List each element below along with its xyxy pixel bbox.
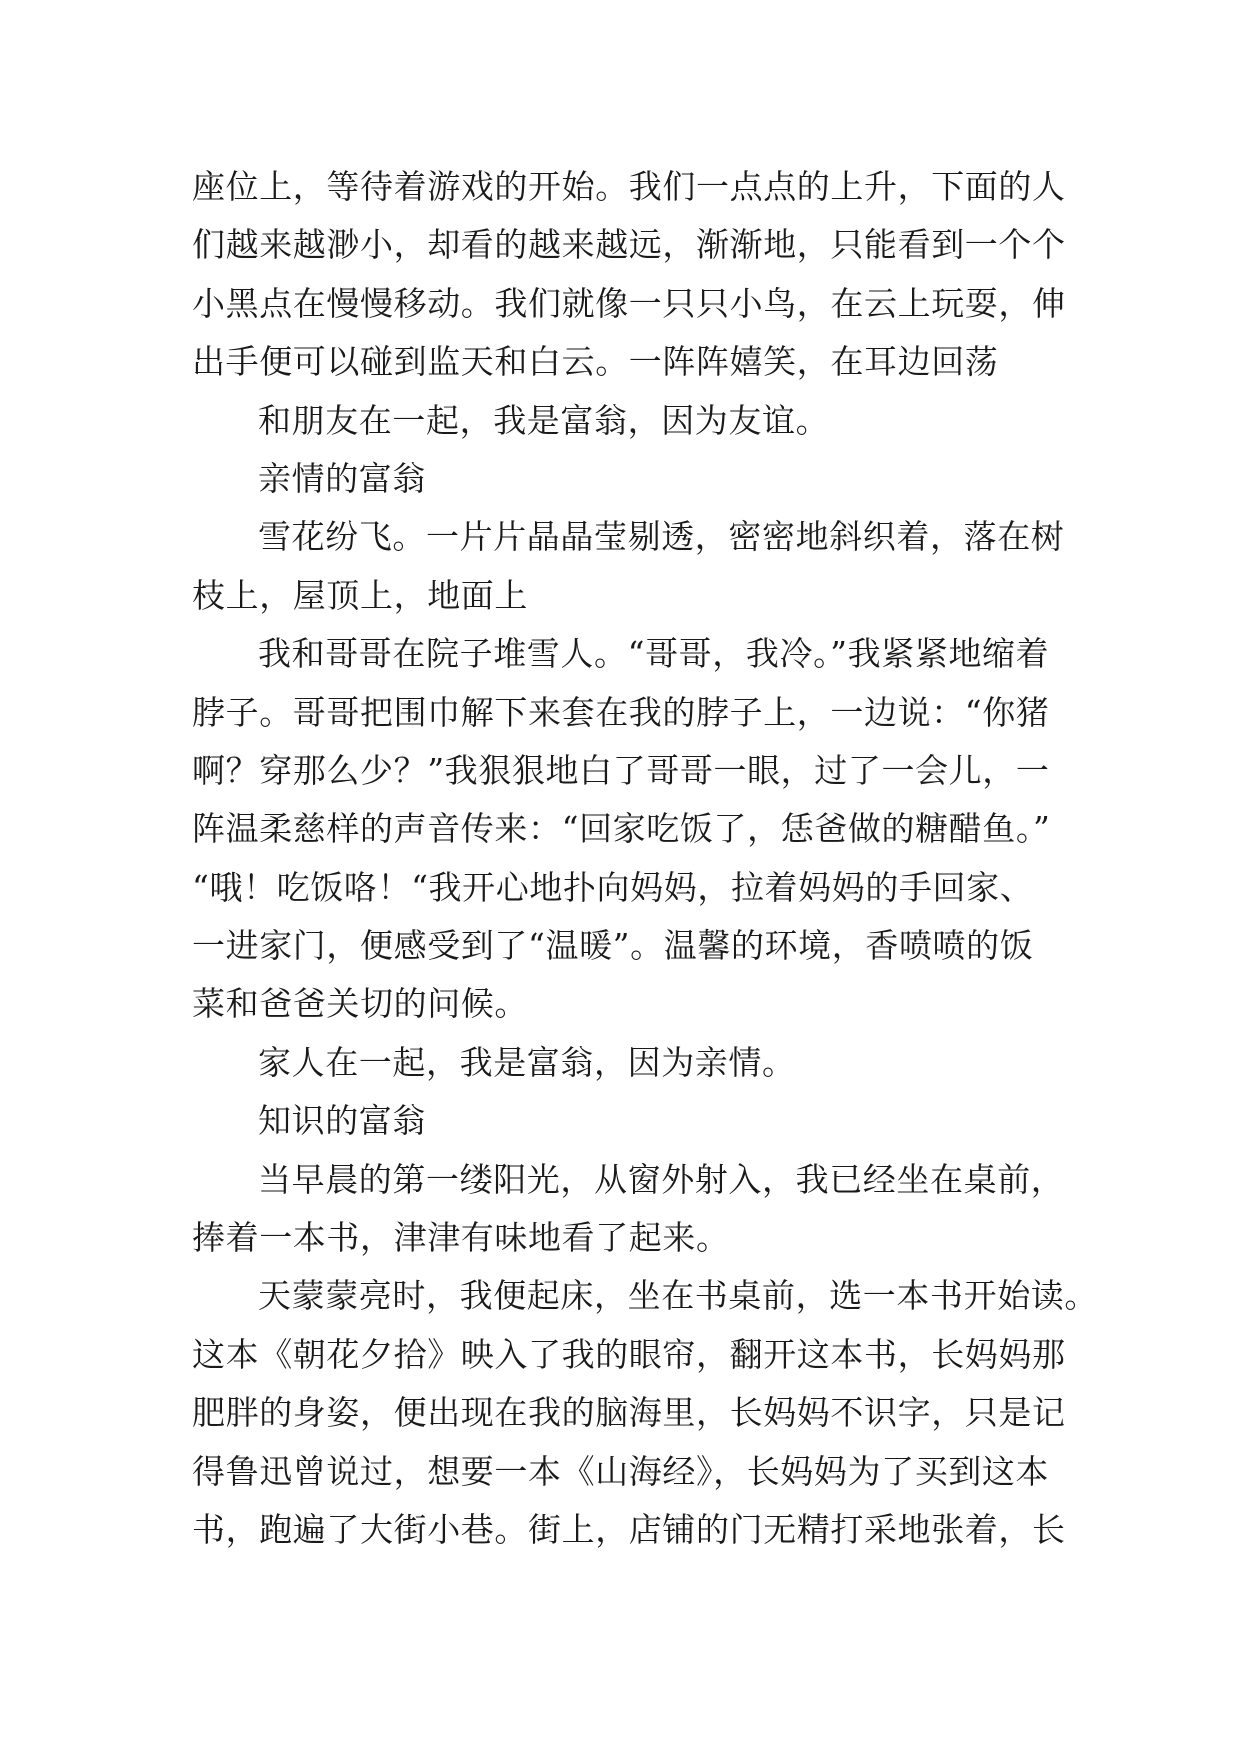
text-line: 们越来越渺小，却看的越来越远，渐渐地，只能看到一个个 bbox=[192, 225, 1066, 265]
text-line: 和朋友在一起，我是富翁，因为友谊。 bbox=[258, 400, 830, 440]
text-line: 脖子。哥哥把围巾解下来套在我的脖子上，一边说：“你猪 bbox=[192, 692, 1050, 732]
text-line: 亲情的富翁 bbox=[258, 458, 426, 498]
text-line: “哦！吃饭咯！“我开心地扑向妈妈，拉着妈妈的手回家、 bbox=[192, 867, 1034, 907]
text-line: 座位上，等待着游戏的开始。我们一点点的上升，下面的人 bbox=[192, 167, 1066, 206]
text-line: 出手便可以碰到监天和白云。一阵阵嬉笑，在耳边回荡 bbox=[192, 342, 999, 382]
text-line: 我和哥哥在院子堆雪人。“哥哥，我冷。”我紧紧地缩着 bbox=[258, 634, 1050, 674]
text-line: 肥胖的身姿，便出现在我的脑海里，长妈妈不识字，只是记 bbox=[192, 1393, 1066, 1433]
text-line: 枝上，屋顶上，地面上 bbox=[192, 575, 528, 615]
text-line: 家人在一起，我是富翁，因为亲情。 bbox=[258, 1042, 796, 1082]
text-line: 啊？穿那么少？”我狠狠地白了哥哥一眼，过了一会儿，一 bbox=[192, 750, 1050, 790]
text-line: 小黑点在慢慢移动。我们就像一只只小鸟，在云上玩耍，伸 bbox=[192, 283, 1066, 323]
text-line: 捧着一本书，津津有味地看了起来。 bbox=[192, 1218, 730, 1258]
text-line: 这本《朝花夕拾》映入了我的眼帘，翻开这本书，长妈妈那 bbox=[192, 1334, 1066, 1374]
text-line: 阵温柔慈样的声音传来：“回家吃饭了，恁爸做的糖醋鱼。” bbox=[192, 809, 1051, 849]
text-line: 天蒙蒙亮时，我便起床，坐在书桌前，选一本书开始读。 bbox=[258, 1276, 1098, 1316]
text-line: 菜和爸爸关切的问候。 bbox=[192, 984, 528, 1024]
text-line: 得鲁迅曾说过，想要一本《山海经》，长妈妈为了买到这本 bbox=[192, 1451, 1050, 1491]
body-text bbox=[192, 158, 1098, 1559]
text-line: 一进家门，便感受到了“温暖”。温馨的环境，香喷喷的饭 bbox=[192, 926, 1034, 966]
text-line: 知识的富翁 bbox=[258, 1101, 426, 1141]
text-line: 雪花纷飞。一片片晶晶莹剔透，密密地斜织着，落在树 bbox=[258, 517, 1065, 557]
text-line: 书，跑遍了大街小巷。街上，店铺的门无精打采地张着，长 bbox=[192, 1509, 1066, 1549]
text-line: 当早晨的第一缕阳光，从窗外射入，我已经坐在桌前， bbox=[258, 1159, 1065, 1199]
